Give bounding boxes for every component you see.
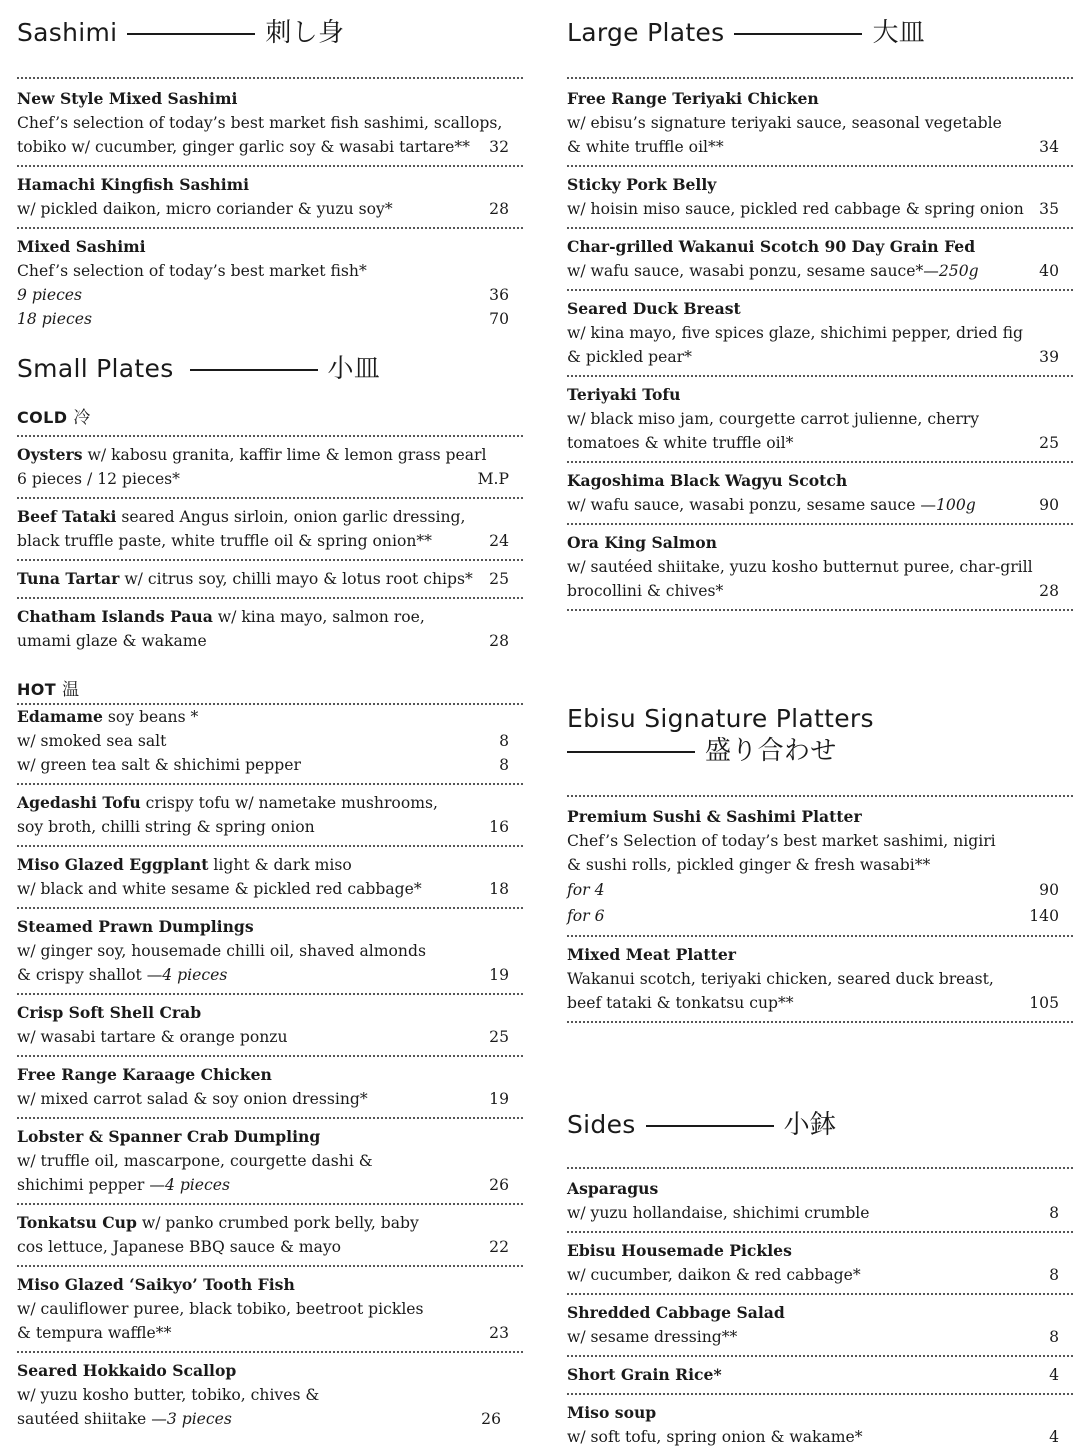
- menu-item-ebisu-housemade-pickles: Ebisu Housemade Pickles w/ cucumber, daikon & red cabbage* 8: [567, 1241, 1059, 1284]
- menu-item-chatham-islands-paua: Chatham Islands Paua w/ kina mayo, salmon roe, umami glaze & wakame 28: [17, 607, 509, 650]
- menu-item-agedashi-tofu: Agedashi Tofu crispy tofu w/ nametake mushrooms, soy broth, chilli string & spring onion 16: [17, 793, 509, 836]
- menu-item-shredded-cabbage-salad: Shredded Cabbage Salad w/ sesame dressing** 8: [567, 1303, 1059, 1346]
- menu-item-miso-glazed-saikyo-tooth-fish: Miso Glazed ‘Saikyo’ Tooth Fish w/ cauliflower puree, black tobiko, beetroot pickles & tempura waffle** 23: [17, 1275, 509, 1342]
- menu-item-asparagus: Asparagus w/ yuzu hollandaise, shichimi crumble 8: [567, 1179, 1059, 1222]
- header-rule: [646, 1125, 774, 1127]
- menu-item-free-range-karaage-chicken: Free Range Karaage Chicken w/ mixed carrot salad & soy onion dressing* 19: [17, 1065, 509, 1108]
- menu-item-beef-tataki: Beef Tataki seared Angus sirloin, onion garlic dressing, black truffle paste, white truffle oil & spring onion** 24: [17, 507, 509, 550]
- left-column: [17, 0, 523, 1431]
- menu-item-short-grain-rice: Short Grain Rice* 4: [567, 1365, 1059, 1384]
- section-header-large-plates: Large Plates 大皿: [567, 18, 926, 48]
- menu-item-tuna-tartar: Tuna Tartar w/ citrus soy, chilli mayo & lotus root chips* 25: [17, 569, 509, 588]
- menu-item-teriyaki-tofu: Teriyaki Tofu w/ black miso jam, courgette carrot julienne, cherry tomatoes & white truffle oil* 25: [567, 385, 1059, 452]
- right-column: [567, 0, 1073, 1449]
- menu-item-crisp-soft-shell-crab: Crisp Soft Shell Crab w/ wasabi tartare & orange ponzu 25: [17, 1003, 509, 1046]
- subsection-hot: HOT 温: [17, 680, 80, 700]
- header-rule: [734, 33, 862, 35]
- menu-item-sticky-pork-belly: Sticky Pork Belly w/ hoisin miso sauce, pickled red cabbage & spring onion 35: [567, 175, 1059, 218]
- menu-item-new-style-mixed-sashimi: New Style Mixed Sashimi Chef’s selection of today’s best market fish sashimi, scallops, tobiko w/ cucumber, ginger garlic soy & wasabi tartare** 32: [17, 89, 509, 156]
- header-rule: [190, 369, 318, 371]
- menu-item-char-grilled-wakanui-scotch: Char-grilled Wakanui Scotch 90 Day Grain Fed w/ wafu sauce, wasabi ponzu, sesame sauce*—250g 40: [567, 237, 1059, 280]
- menu-item-mixed-sashimi: Mixed Sashimi Chef’s selection of today’s best market fish* 9 pieces 36 18 pieces 70: [17, 237, 509, 328]
- menu-item-free-range-teriyaki-chicken: Free Range Teriyaki Chicken w/ ebisu’s signature teriyaki sauce, seasonal vegetable & white truffle oil** 34: [567, 89, 1059, 156]
- section-header-sashimi: Sashimi 刺し身: [17, 18, 345, 48]
- menu-item-miso-glazed-eggplant: Miso Glazed Eggplant light & dark miso w/ black and white sesame & pickled red cabbage* 18: [17, 855, 509, 898]
- menu-item-miso-soup: Miso soup w/ soft tofu, spring onion & wakame* 4: [567, 1403, 1059, 1446]
- menu-item-lobster-spanner-crab-dumpling: Lobster & Spanner Crab Dumpling w/ truffle oil, mascarpone, courgette dashi & shichimi pepper —4 pieces 26: [17, 1127, 509, 1194]
- menu-item-kagoshima-black-wagyu-scotch: Kagoshima Black Wagyu Scotch w/ wafu sauce, wasabi ponzu, sesame sauce —100g 90: [567, 471, 1059, 514]
- header-rule: [127, 33, 255, 35]
- header-rule: [567, 751, 695, 753]
- menu-item-hamachi-kingfish-sashimi: Hamachi Kingfish Sashimi w/ pickled daikon, micro coriander & yuzu soy* 28: [17, 175, 509, 218]
- menu-item-premium-sushi-sashimi-platter: Premium Sushi & Sashimi Platter Chef’s Selection of today’s best market sashimi, nigiri & sushi rolls, pickled ginger & fresh wasabi** for 4 90 for 6 140: [567, 807, 1059, 925]
- menu-item-steamed-prawn-dumplings: Steamed Prawn Dumplings w/ ginger soy, housemade chilli oil, shaved almonds & crispy shallot —4 pieces 19: [17, 917, 509, 984]
- section-header-platters: Ebisu Signature Platters 盛り合わせ: [567, 704, 874, 766]
- menu-item-seared-duck-breast: Seared Duck Breast w/ kina mayo, five spices glaze, shichimi pepper, dried fig & pickled pear* 39: [567, 299, 1059, 366]
- menu-item-edamame: Edamame soy beans * w/ smoked sea salt 8 w/ green tea salt & shichimi pepper 8: [17, 707, 509, 774]
- menu-item-oysters: Oysters w/ kabosu granita, kaffir lime & lemon grass pearl 6 pieces / 12 pieces* M.P: [17, 445, 509, 488]
- section-header-small-plates: Small Plates 小皿: [17, 354, 381, 384]
- menu-item-mixed-meat-platter: Mixed Meat Platter Wakanui scotch, teriyaki chicken, seared duck breast, beef tataki & tonkatsu cup** 105: [567, 945, 1059, 1012]
- subsection-cold: COLD 冷: [17, 408, 91, 428]
- menu-item-seared-hokkaido-scallop: Seared Hokkaido Scallop w/ yuzu kosho butter, tobiko, chives & sautéed shiitake —3 pieces 26: [17, 1361, 501, 1428]
- section-header-sides: Sides 小鉢: [567, 1110, 837, 1140]
- menu-item-tonkatsu-cup: Tonkatsu Cup w/ panko crumbed pork belly, baby cos lettuce, Japanese BBQ sauce & mayo 22: [17, 1213, 509, 1256]
- menu-item-ora-king-salmon: Ora King Salmon w/ sautéed shiitake, yuzu kosho butternut puree, char-grill brocollini & chives* 28: [567, 533, 1059, 600]
